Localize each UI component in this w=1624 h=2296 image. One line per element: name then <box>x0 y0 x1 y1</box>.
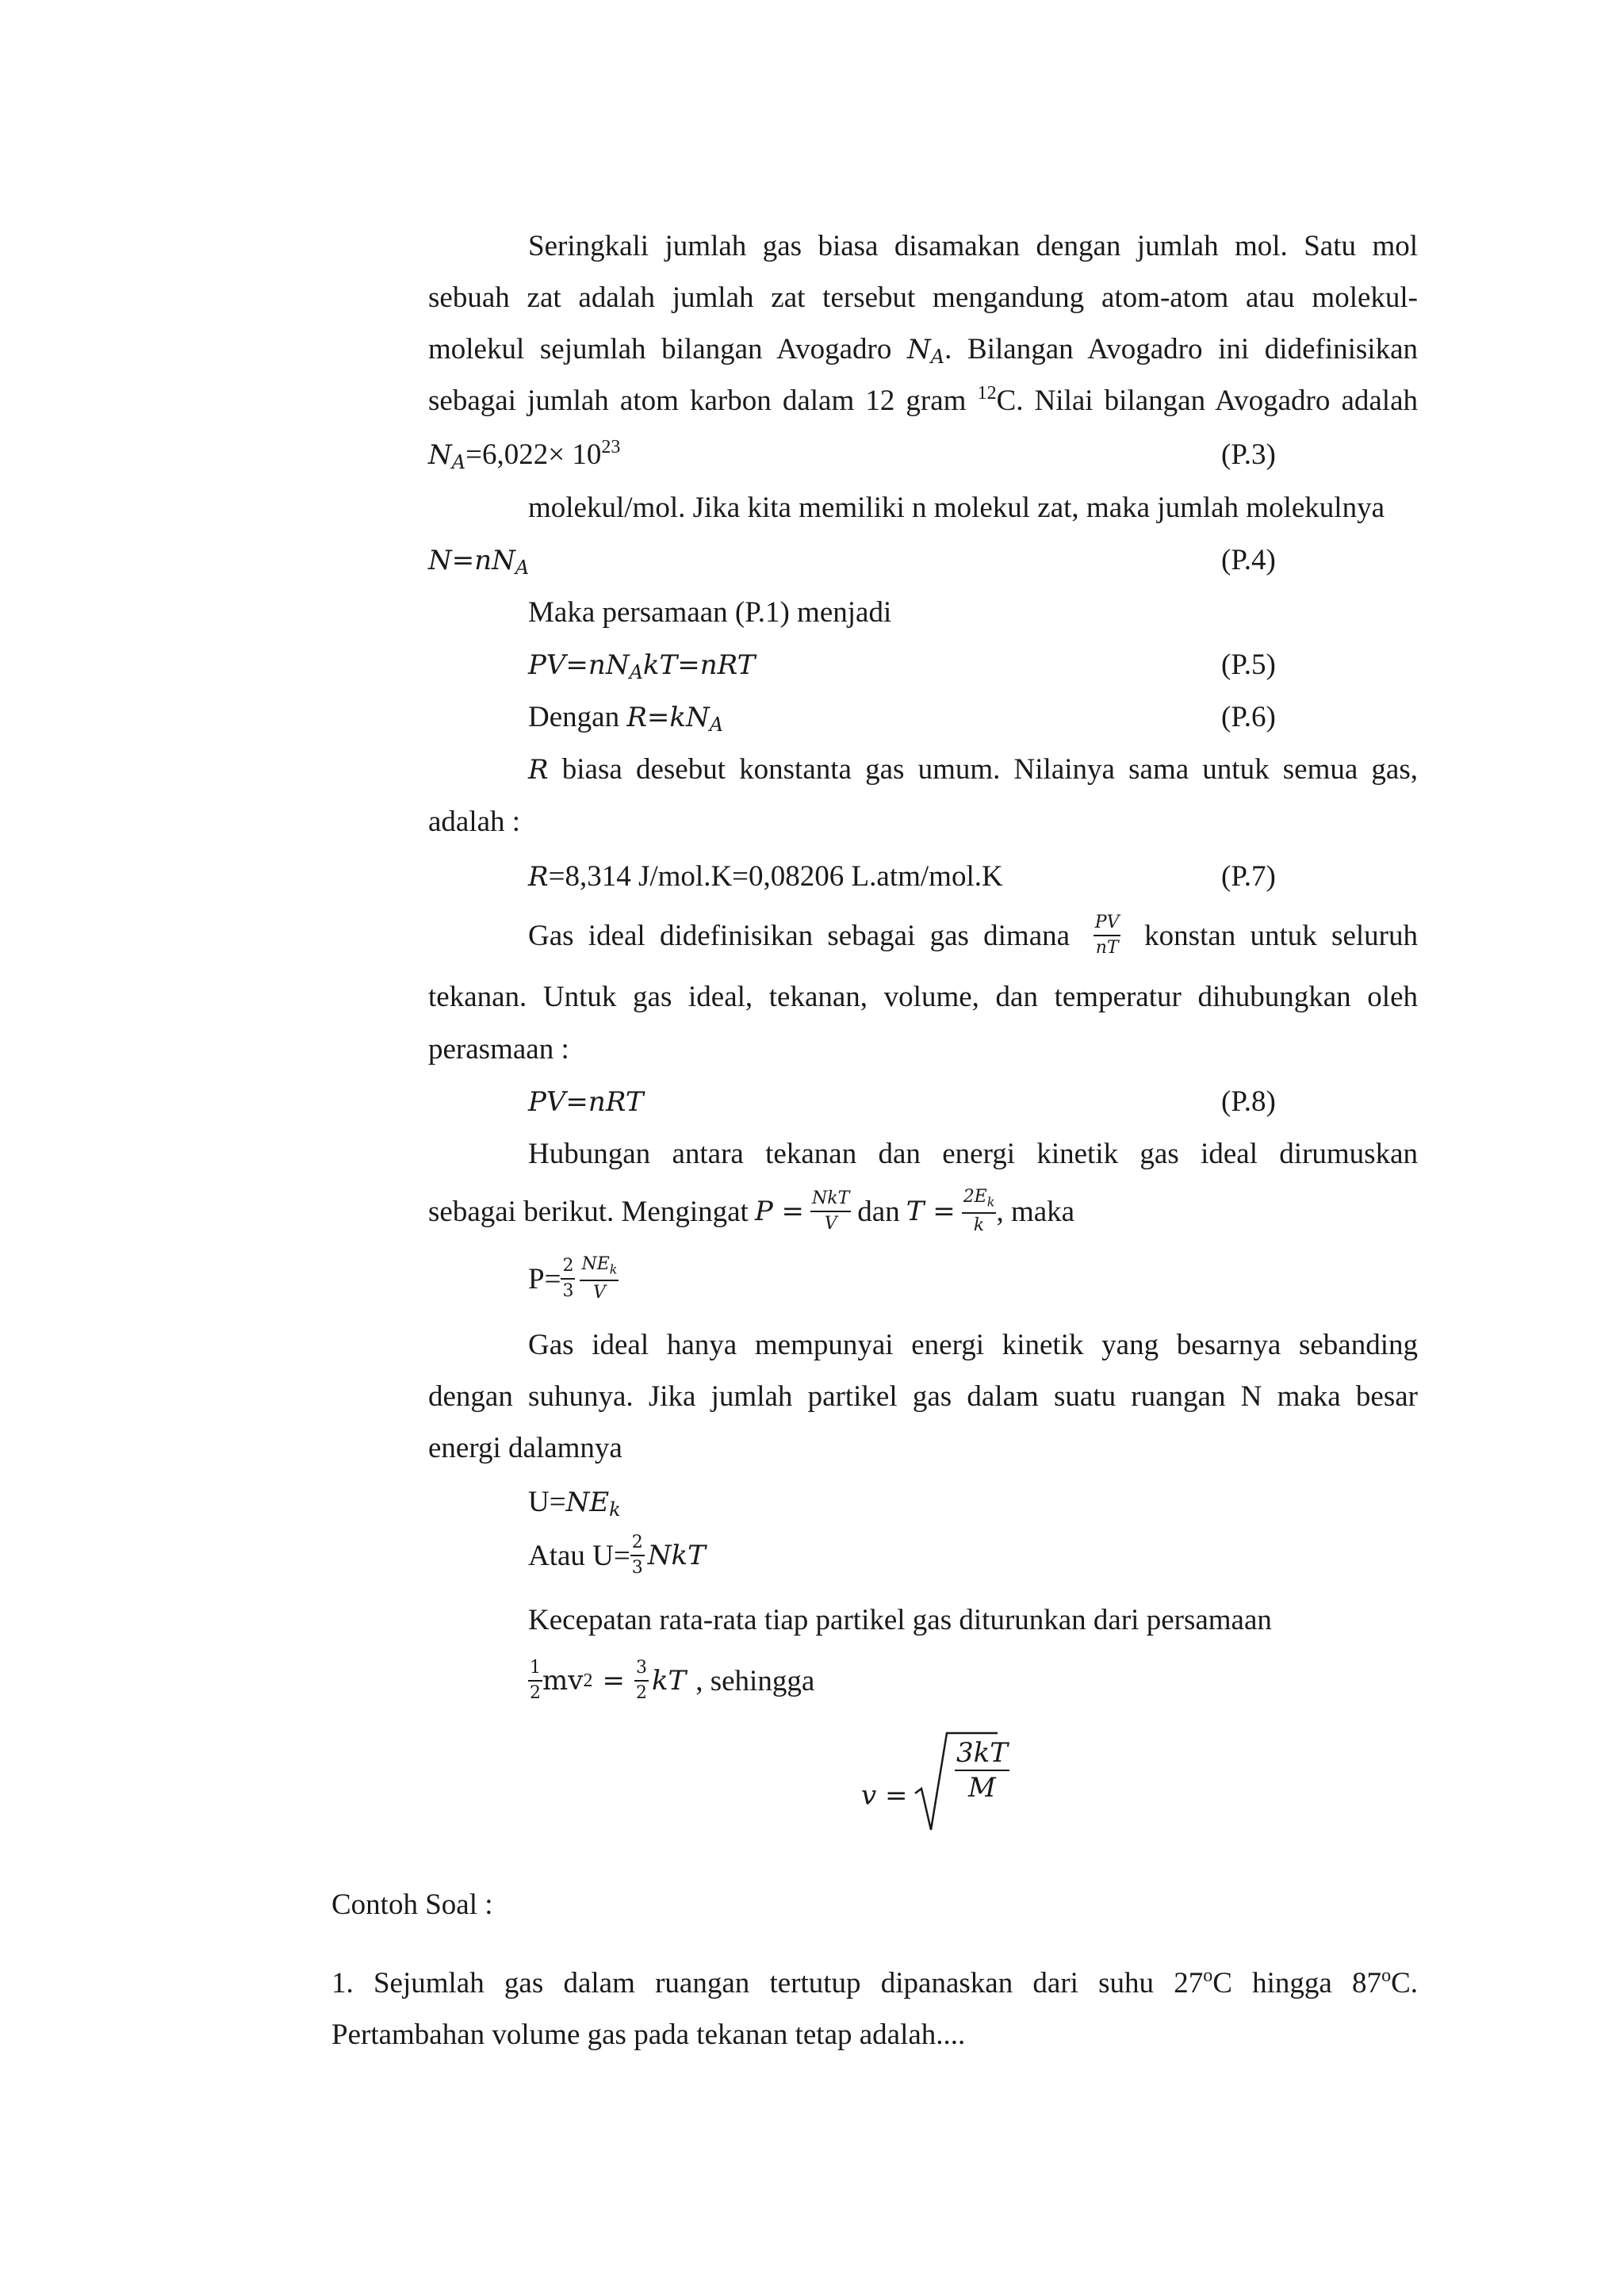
paragraph-line: perasmaan : <box>428 1033 569 1066</box>
equation-pressure: P= $\frac{2}{3}$ $\frac{NE_k}{V}$ <box>528 1254 618 1303</box>
paragraph-line: Kecepatan rata-rata tiap partikel gas diturunkan dari persamaan <box>528 1604 1272 1636</box>
equation-p6: Dengan $R=kN_A$ <box>528 701 724 736</box>
fraction-velocity: $\frac{3kT}{M}$ <box>956 1737 1008 1804</box>
equation-p4: $N=nN_A$ <box>428 545 530 579</box>
paragraph-line: Hubungan antara tekanan dan energi kinetik gas ideal dirumuskan <box>528 1138 1418 1170</box>
equation-number: (P.5) <box>1221 649 1276 681</box>
paragraph-line: sebuah zat adalah jumlah zat tersebut mengandung atom-atom atau molekul- <box>428 281 1418 314</box>
equation-energy: $U=NE_k$ <box>528 1486 621 1521</box>
equation-number: (P.6) <box>1221 701 1276 733</box>
paragraph-line: Maka persamaan (P.1) menjadi <box>528 596 892 629</box>
paragraph-line: Seringkali jumlah gas biasa disamakan dengan jumlah mol. Satu mol <box>528 230 1418 262</box>
fraction-pv-nt: $\frac{PV}{nT}$ <box>1094 913 1120 958</box>
equation-energy-alt: Atau U= $\frac{2}{3}$ NkT <box>528 1533 706 1578</box>
equation-p7: R=8,314 J/mol.K=0,08206 L.atm/mol.K <box>528 860 1003 893</box>
paragraph-line: tekanan. Untuk gas ideal, tekanan, volume, dan temperatur dihubungkan oleh <box>428 981 1418 1013</box>
paragraph-line: sebagai berikut. Mengingat P = $\frac{\text{NkT}}{V}$ dan T = $\frac{2E_k}{k}$ , maka <box>428 1187 1075 1235</box>
equation-number: (P.3) <box>1221 438 1276 471</box>
equation-number: (P.7) <box>1221 860 1276 893</box>
question-line: Pertambahan volume gas pada tekanan tetap adalah.... <box>331 2019 966 2051</box>
document-page: Seringkali jumlah gas biasa disamakan dengan jumlah mol. Satu mol sebuah zat adalah jumlah zat tersebut mengandung atom-atom atau molekul- molekul sejumlah bilangan Avogadro $N_A$. Bilangan Avogadro ini didefinisikan sebagai jumlah atom karbon dalam 12 gram $^{12}$C. Nilai bilangan Avogadro adalah $N_A=6,022\times 10^{23}$ (P.3) molekul/mol. Jika kita memiliki n molekul zat, maka jumlah molekulnya $N=nN_A$ (P.4) Maka persamaan (P.1) menjadi $PV=nN_AkT=nRT$ (P.5) Dengan $R=kN_A$ (P.6) R biasa desebut konstanta gas umum. Nilainya sama untuk semua gas, adalah : R=8,314 J/mol.K=0,08206 L.atm/mol.K (P.7) Gas ideal didefinisikan sebagai gas dimana $\frac{PV}{nT}$ konstan untuk seluruh tekanan. Untuk gas ideal, tekanan, volume, dan temperatur dihubungkan oleh perasmaan : PV=nRT (P.8) Hubungan antara tekanan dan energi kinetik gas ideal dirumuskan sebagai berikut. Mengingat P = $\frac{\text{NkT}}{V}$ dan T = $\frac{2E_k}{k}$ , maka P= $\frac{2}{3}$ $\frac{NE_k}{V}$ Gas ideal hanya mempunyai energi kinetik yang besarnya sebanding dengan suhunya. Jika jumlah partikel gas dalam suatu ruangan N maka besar energi dalamnya $U=NE_k$ Atau U= $\frac{2}{3}$ NkT Kecepatan rata-rata tiap partikel gas diturunkan dari persamaan $\frac{1}{2}$ mv 2 = $\frac{3}{2}$ kT , sehingga v = $\frac{3kT}{M}$ Contoh Soal : 1. Sejumlah gas dalam ruangan tertutup dipanaskan dari suhu 27$^o$C hingga 87$^o$C. Pertambahan volume gas pada tekanan tetap adalah.... <box>331 230 1418 2051</box>
paragraph-line: dengan suhunya. Jika jumlah partikel gas dalam suatu ruangan N maka besar <box>428 1380 1418 1413</box>
equation-number: (P.8) <box>1221 1085 1276 1118</box>
paragraph-line: Gas ideal didefinisikan sebagai gas dimana $\frac{PV}{nT}$ konstan untuk seluruh <box>528 913 1418 958</box>
equation-p5: $PV=nN_AkT=nRT$ <box>528 649 756 683</box>
question-line: 1. Sejumlah gas dalam ruangan tertutup dipanaskan dari suhu 27$^o$C hingga 87$^o$C. <box>331 1965 1418 1999</box>
paragraph-line: adalah : <box>428 806 521 838</box>
paragraph-line: Gas ideal hanya mempunyai energi kinetik yang besarnya sebanding <box>528 1329 1418 1361</box>
paragraph-line: energi dalamnya <box>428 1432 622 1464</box>
section-heading: Contoh Soal : <box>331 1888 493 1921</box>
paragraph-line: molekul sejumlah bilangan Avogadro $N_A$. Bilangan Avogadro ini didefinisikan <box>428 333 1418 368</box>
equation-p8: PV=nRT <box>528 1086 644 1118</box>
equation-p3: $N_A=6,022\times 10^{23}$ <box>428 437 621 473</box>
paragraph-line: sebagai jumlah atom karbon dalam 12 gram $^{12}$C. Nilai bilangan Avogadro adalah <box>428 383 1418 417</box>
paragraph-line: molekul/mol. Jika kita memiliki n molekul zat, maka jumlah molekulnya <box>528 492 1385 524</box>
equation-number: (P.4) <box>1221 544 1276 576</box>
paragraph-line: R biasa desebut konstanta gas umum. Nilainya sama untuk semua gas, <box>528 753 1418 786</box>
equation-kinetic: $\frac{1}{2}$ mv 2 = $\frac{3}{2}$ kT , sehingga <box>530 1658 815 1703</box>
